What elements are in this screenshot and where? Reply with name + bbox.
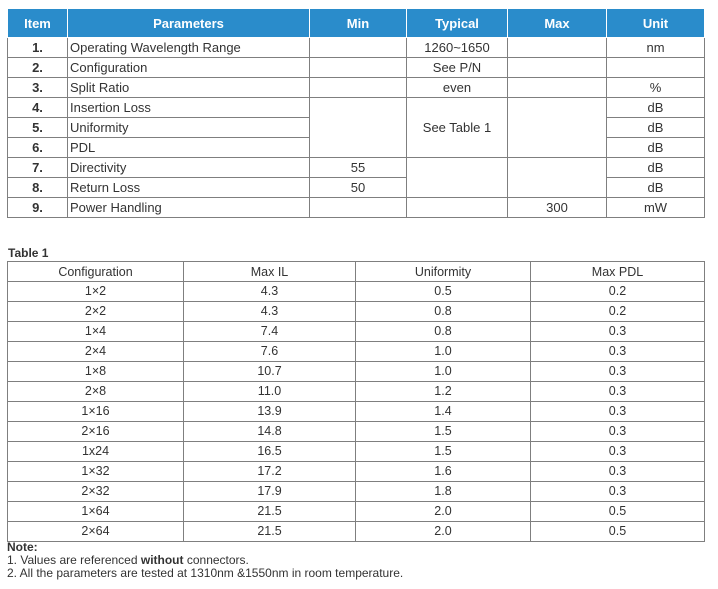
- item-number: 8.: [8, 178, 68, 198]
- note-1-prefix: 1. Values are referenced: [7, 553, 141, 567]
- item-number: 6.: [8, 138, 68, 158]
- table-row: [8, 462, 705, 482]
- item-number: 4.: [8, 98, 68, 118]
- spec-header-row: [8, 9, 705, 38]
- max-il-cell: 7.6: [184, 342, 356, 362]
- parameter-name: Directivity: [68, 158, 310, 178]
- configuration-cell: 2×2: [8, 302, 184, 322]
- uniformity-cell: 1.8: [356, 482, 531, 502]
- min-value: [310, 78, 407, 98]
- configuration-cell: 2×4: [8, 342, 184, 362]
- unit-value: [607, 58, 705, 78]
- typical-value: See P/N: [407, 58, 508, 78]
- max-il-cell: 13.9: [184, 402, 356, 422]
- unit-value: dB: [607, 118, 705, 138]
- header-uniformity: Uniformity: [356, 262, 531, 282]
- note-1-suffix: connectors.: [183, 553, 249, 567]
- unit-value: dB: [607, 98, 705, 118]
- notes-title: Note:: [7, 540, 38, 554]
- header-typical: Typical: [407, 9, 508, 38]
- table-row: [8, 422, 705, 442]
- typical-value: even: [407, 78, 508, 98]
- max-il-cell: 7.4: [184, 322, 356, 342]
- header-max: Max: [508, 9, 607, 38]
- table-row: [8, 302, 705, 322]
- unit-value: dB: [607, 178, 705, 198]
- header-unit: Unit: [607, 9, 705, 38]
- max-pdl-cell: 0.3: [531, 442, 705, 462]
- note-line-2: 2. All the parameters are tested at 1310nm &1550nm in room temperature.: [7, 566, 404, 580]
- min-value: [310, 58, 407, 78]
- uniformity-cell: 1.0: [356, 342, 531, 362]
- uniformity-cell: 1.5: [356, 422, 531, 442]
- parameter-name: Operating Wavelength Range: [68, 38, 310, 58]
- uniformity-cell: 2.0: [356, 522, 531, 542]
- max-pdl-cell: 0.5: [531, 502, 705, 522]
- max-il-cell: 10.7: [184, 362, 356, 382]
- unit-value: %: [607, 78, 705, 98]
- configuration-cell: 2×64: [8, 522, 184, 542]
- min-value: 50: [310, 178, 407, 198]
- max-pdl-cell: 0.5: [531, 522, 705, 542]
- parameter-name: Uniformity: [68, 118, 310, 138]
- uniformity-cell: 0.8: [356, 322, 531, 342]
- max-value: [508, 98, 607, 158]
- uniformity-cell: 0.8: [356, 302, 531, 322]
- min-value: 55: [310, 158, 407, 178]
- table-row: [8, 382, 705, 402]
- uniformity-cell: 1.4: [356, 402, 531, 422]
- max-pdl-cell: 0.3: [531, 322, 705, 342]
- item-number: 7.: [8, 158, 68, 178]
- parameter-name: Insertion Loss: [68, 98, 310, 118]
- max-pdl-cell: 0.3: [531, 382, 705, 402]
- configuration-cell: 1×16: [8, 402, 184, 422]
- table-row: [8, 58, 705, 78]
- min-value: [310, 98, 407, 158]
- table1: [7, 261, 705, 542]
- table-row: [8, 402, 705, 422]
- uniformity-cell: 1.2: [356, 382, 531, 402]
- header-max-pdl: Max PDL: [531, 262, 705, 282]
- parameter-name: Power Handling: [68, 198, 310, 218]
- max-pdl-cell: 0.2: [531, 302, 705, 322]
- unit-value: dB: [607, 138, 705, 158]
- configuration-cell: 1×8: [8, 362, 184, 382]
- table-row: [8, 502, 705, 522]
- parameter-name: Configuration: [68, 58, 310, 78]
- parameter-name: Return Loss: [68, 178, 310, 198]
- header-max-il: Max IL: [184, 262, 356, 282]
- max-il-cell: 21.5: [184, 502, 356, 522]
- max-il-cell: 4.3: [184, 282, 356, 302]
- table-row: [8, 78, 705, 98]
- table-row: [8, 38, 705, 58]
- item-number: 5.: [8, 118, 68, 138]
- table-row: [8, 482, 705, 502]
- parameter-name: Split Ratio: [68, 78, 310, 98]
- table-row: [8, 342, 705, 362]
- max-value: [508, 38, 607, 58]
- note-1-bold: without: [140, 553, 184, 567]
- table-row: [8, 98, 705, 118]
- max-pdl-cell: 0.3: [531, 482, 705, 502]
- max-pdl-cell: 0.3: [531, 462, 705, 482]
- table-row: [8, 322, 705, 342]
- item-number: 9.: [8, 198, 68, 218]
- max-il-cell: 16.5: [184, 442, 356, 462]
- uniformity-cell: 2.0: [356, 502, 531, 522]
- configuration-cell: 1×4: [8, 322, 184, 342]
- table1-title: Table 1: [8, 246, 49, 260]
- table-row: [8, 282, 705, 302]
- configuration-cell: 1x24: [8, 442, 184, 462]
- table-row: [8, 522, 705, 542]
- configuration-cell: 2×32: [8, 482, 184, 502]
- spec-table: [7, 8, 705, 218]
- min-value: [310, 38, 407, 58]
- header-min: Min: [310, 9, 407, 38]
- max-il-cell: 14.8: [184, 422, 356, 442]
- item-number: 1.: [8, 38, 68, 58]
- configuration-cell: 2×16: [8, 422, 184, 442]
- max-value: [508, 78, 607, 98]
- item-number: 3.: [8, 78, 68, 98]
- max-value: [508, 58, 607, 78]
- max-il-cell: 17.9: [184, 482, 356, 502]
- table-row: [8, 362, 705, 382]
- configuration-cell: 1×2: [8, 282, 184, 302]
- typical-value: [407, 198, 508, 218]
- table-row: [8, 198, 705, 218]
- max-value: 300: [508, 198, 607, 218]
- uniformity-cell: 1.0: [356, 362, 531, 382]
- typical-value: 1260~1650: [407, 38, 508, 58]
- max-pdl-cell: 0.3: [531, 402, 705, 422]
- max-value: [508, 158, 607, 198]
- max-il-cell: 4.3: [184, 302, 356, 322]
- uniformity-cell: 0.5: [356, 282, 531, 302]
- uniformity-cell: 1.6: [356, 462, 531, 482]
- notes: [7, 541, 403, 580]
- header-parameters: Parameters: [68, 9, 310, 38]
- parameter-name: PDL: [68, 138, 310, 158]
- header-item: Item: [8, 9, 68, 38]
- max-pdl-cell: 0.3: [531, 362, 705, 382]
- header-configuration: Configuration: [8, 262, 184, 282]
- max-pdl-cell: 0.3: [531, 422, 705, 442]
- table1-header-row: [8, 262, 705, 282]
- unit-value: dB: [607, 158, 705, 178]
- item-number: 2.: [8, 58, 68, 78]
- typical-value: See Table 1: [407, 98, 508, 158]
- max-il-cell: 21.5: [184, 522, 356, 542]
- max-il-cell: 17.2: [184, 462, 356, 482]
- uniformity-cell: 1.5: [356, 442, 531, 462]
- table-row: [8, 442, 705, 462]
- min-value: [310, 198, 407, 218]
- configuration-cell: 2×8: [8, 382, 184, 402]
- typical-value: [407, 158, 508, 198]
- unit-value: nm: [607, 38, 705, 58]
- max-il-cell: 11.0: [184, 382, 356, 402]
- configuration-cell: 1×32: [8, 462, 184, 482]
- unit-value: mW: [607, 198, 705, 218]
- configuration-cell: 1×64: [8, 502, 184, 522]
- max-pdl-cell: 0.2: [531, 282, 705, 302]
- table-row: [8, 158, 705, 178]
- max-pdl-cell: 0.3: [531, 342, 705, 362]
